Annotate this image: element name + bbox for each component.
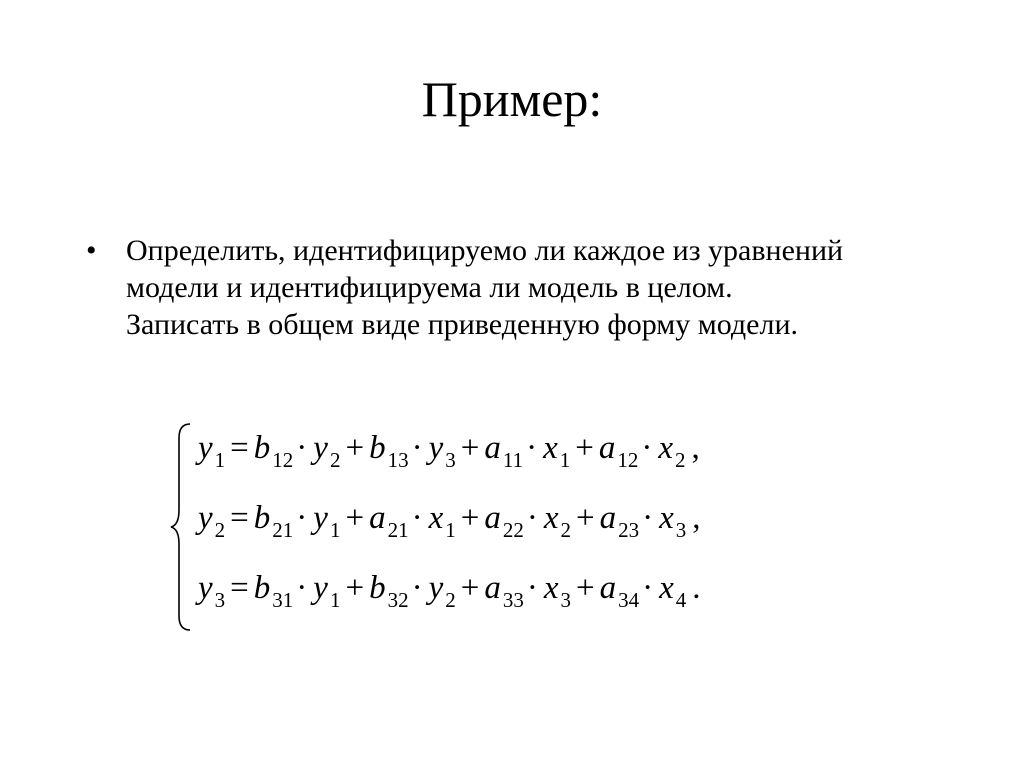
multiply-dot: · xyxy=(411,500,423,536)
subscript: 1 xyxy=(329,588,341,612)
subscript: 3 xyxy=(675,518,687,542)
bullet-text xyxy=(126,232,966,343)
bullet-marker: • xyxy=(86,234,97,267)
variable: $a_{33}$ xyxy=(484,570,524,612)
variable: $y_3$ xyxy=(428,430,456,472)
subscript: 1 xyxy=(214,448,226,472)
equation-3 xyxy=(198,570,701,640)
subscript: 12 xyxy=(272,448,294,472)
variable: $y_2$ xyxy=(313,430,341,472)
variable: $a_{21}$ xyxy=(369,500,409,542)
plus-sign: + xyxy=(576,570,595,606)
subscript: 1 xyxy=(329,518,341,542)
subscript: 34 xyxy=(618,588,640,612)
subscript: 2 xyxy=(560,518,571,542)
multiply-dot: · xyxy=(296,500,308,536)
multiply-dot: · xyxy=(411,570,423,606)
plus-sign: + xyxy=(460,500,480,536)
bullet-line-3: Записать в общем виде приведенную форму модели. xyxy=(126,308,799,341)
variable: $x_3$ xyxy=(659,500,687,542)
equals-sign: = xyxy=(230,570,249,606)
punctuation: , xyxy=(691,430,700,466)
bullet-line-1: Определить, идентифицируемо ли каждое из уравнений xyxy=(126,234,844,267)
variable: $a_{11}$ xyxy=(484,430,524,472)
multiply-dot: · xyxy=(296,570,308,606)
plus-sign: + xyxy=(576,500,595,536)
plus-sign: + xyxy=(460,570,480,606)
variable: $y_1$ xyxy=(198,430,226,472)
subscript: 3 xyxy=(445,448,456,472)
subscript: 4 xyxy=(675,588,687,612)
variable: $a_{34}$ xyxy=(599,570,640,612)
equals-sign: = xyxy=(230,430,249,466)
left-brace xyxy=(170,422,194,632)
variable: $y_1$ xyxy=(313,500,341,542)
subscript: 21 xyxy=(387,518,409,542)
equation-system xyxy=(170,422,870,632)
punctuation: . xyxy=(692,570,701,606)
variable: $b_{31}$ xyxy=(253,570,294,612)
plus-sign: + xyxy=(460,430,480,466)
subscript: 2 xyxy=(675,448,686,472)
multiply-dot: · xyxy=(642,570,654,606)
subscript: 32 xyxy=(387,588,409,612)
plus-sign: + xyxy=(345,430,365,466)
variable: $a_{12}$ xyxy=(598,430,639,472)
variable: $x_1$ xyxy=(428,500,456,542)
subscript: 11 xyxy=(502,448,524,472)
equations xyxy=(198,430,701,640)
multiply-dot: · xyxy=(526,430,538,466)
variable: $x_3$ xyxy=(543,570,571,612)
variable: $x_2$ xyxy=(543,500,571,542)
subscript: 31 xyxy=(272,588,294,612)
subscript: 3 xyxy=(560,588,571,612)
variable: $y_2$ xyxy=(428,570,456,612)
multiply-dot: · xyxy=(296,430,308,466)
subscript: 13 xyxy=(387,448,409,472)
multiply-dot: · xyxy=(526,570,538,606)
variable: $x_4$ xyxy=(659,570,687,612)
multiply-dot: · xyxy=(641,430,653,466)
variable: $a_{22}$ xyxy=(484,500,524,542)
variable: $b_{12}$ xyxy=(253,430,294,472)
subscript: 21 xyxy=(272,518,294,542)
equation-1 xyxy=(198,430,701,500)
multiply-dot: · xyxy=(526,500,538,536)
punctuation: , xyxy=(692,500,701,536)
bullet-block xyxy=(86,232,966,343)
subscript: 33 xyxy=(502,588,524,612)
subscript: 23 xyxy=(618,518,640,542)
bullet-line-2: модели и идентифицируема ли модель в целом. xyxy=(126,271,733,304)
variable: $b_{13}$ xyxy=(369,430,409,472)
slide-title: Пример: xyxy=(421,71,603,127)
equals-sign: = xyxy=(230,500,249,536)
subscript: 2 xyxy=(329,448,341,472)
subscript: 2 xyxy=(445,588,456,612)
variable: $b_{21}$ xyxy=(253,500,294,542)
subscript: 1 xyxy=(445,518,456,542)
variable: $x_1$ xyxy=(543,430,571,472)
plus-sign: + xyxy=(345,500,365,536)
plus-sign: + xyxy=(575,430,594,466)
variable: $y_1$ xyxy=(313,570,341,612)
variable: $b_{32}$ xyxy=(369,570,409,612)
multiply-dot: · xyxy=(411,430,423,466)
subscript: 12 xyxy=(617,448,639,472)
multiply-dot: · xyxy=(642,500,654,536)
subscript: 2 xyxy=(214,518,226,542)
variable: $y_3$ xyxy=(198,570,226,612)
subscript: 22 xyxy=(502,518,524,542)
bullet-item xyxy=(86,232,966,343)
variable: $x_2$ xyxy=(658,430,686,472)
plus-sign: + xyxy=(345,570,365,606)
subscript: 1 xyxy=(559,448,571,472)
variable: $a_{23}$ xyxy=(599,500,640,542)
variable: $y_2$ xyxy=(198,500,226,542)
subscript: 3 xyxy=(214,588,226,612)
equation-2 xyxy=(198,500,701,570)
